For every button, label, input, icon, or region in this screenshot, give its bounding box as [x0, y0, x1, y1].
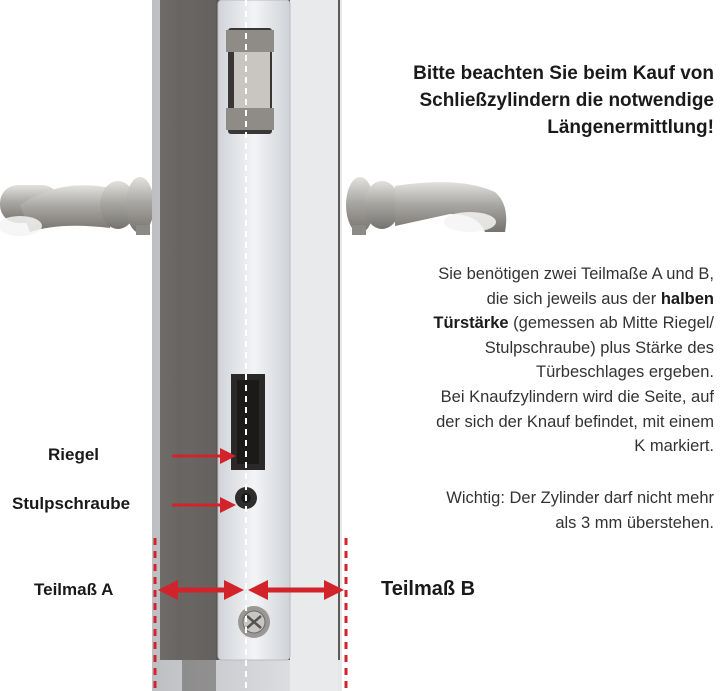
description-text-span: (gemessen ab Mitte Riegel/ [508, 314, 714, 333]
note-line: als 3 mm überstehen. [555, 513, 714, 532]
note-line: Wichtig: Der Zylinder darf nicht mehr [446, 489, 714, 507]
right-door-handle [346, 177, 506, 235]
description-line: Sie benötigen zwei Teilmaße A und B, [438, 265, 714, 283]
important-note [354, 486, 714, 535]
description-bold-span: Türstärke [433, 314, 509, 333]
description-line: K markiert. [634, 437, 714, 456]
description-line: Bei Knaufzylindern wird die Seite, auf [440, 387, 714, 406]
description-bold-span: halben [660, 289, 714, 308]
riegel-label: Riegel [48, 445, 100, 464]
description-text-span: die sich jeweils aus der [486, 289, 661, 308]
lock-body [152, 0, 342, 691]
headline-line: Längenermittlung! [547, 117, 714, 138]
description-line: Türbeschlages ergeben. [536, 363, 714, 382]
left-door-handle [0, 177, 154, 236]
headline-line: Schließzylindern die notwendige [419, 90, 714, 111]
description-line [354, 311, 714, 336]
teilmass-a-label: Teilmaß A [34, 580, 114, 599]
stulpschraube-label: Stulpschraube [12, 494, 131, 513]
description-text [354, 262, 714, 459]
headline [354, 60, 714, 141]
description-line: der sich der Knauf befindet, mit einem [436, 412, 714, 431]
description-line [354, 287, 714, 312]
teilmass-b-label: Teilmaß B [381, 578, 476, 600]
headline-line: Bitte beachten Sie beim Kauf von [413, 63, 714, 84]
description-line: Stulpschraube) plus Stärke des [484, 338, 714, 357]
